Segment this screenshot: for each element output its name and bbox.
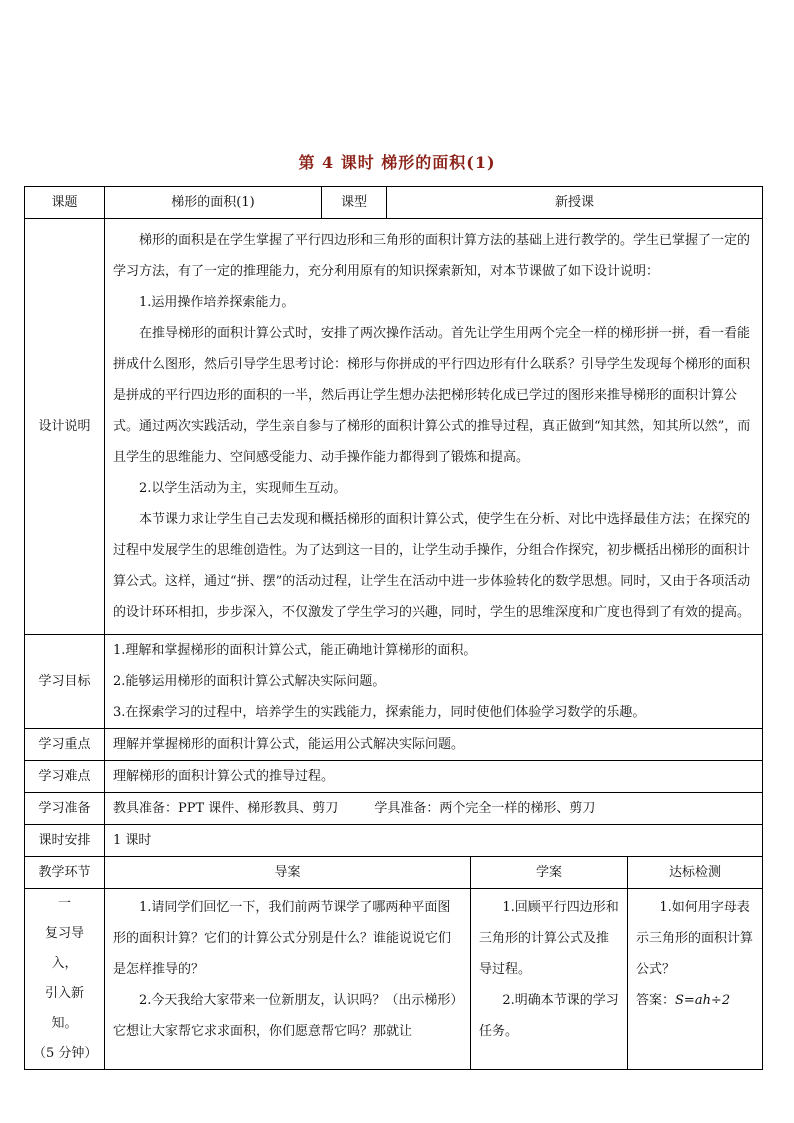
study-item-2: 2.明确本节课的学习任务。 (479, 993, 619, 1039)
key-value: 理解并掌握梯形的面积计算公式，能运用公式解决实际问题。 (105, 729, 763, 761)
check-item-1: 1.如何用字母表示三角形的面积计算公式？ (636, 900, 754, 977)
prep-label: 学习准备 (25, 793, 105, 825)
stage1-time: （5 分钟） (33, 1046, 98, 1061)
topic-value: 梯形的面积(1) (105, 187, 322, 219)
stage1-check (628, 889, 763, 1070)
topic-row (25, 187, 763, 219)
difficulty-row (25, 761, 763, 793)
difficulty-label: 学习难点 (25, 761, 105, 793)
schedule-label: 课时安排 (25, 825, 105, 857)
stage1-title-line2: 引入新知。 (44, 986, 84, 1031)
difficulty-value: 理解梯形的面积计算公式的推导过程。 (105, 761, 763, 793)
check-header: 达标检测 (628, 857, 763, 889)
design-paragraph-2: 在推导梯形的面积计算公式时，安排了两次操作活动。首先让学生用两个完全一样的梯形拼一拼，看一看能拼成什么图形，然后引导学生思考讨论：梯形与你拼成的平行四边形有什么联系？引导学生发现每个梯形的面积是拼成的平行四边形的面积的一半，然后再让学生想办法把梯形转化成已学过的图形来推导梯形的面积计算公式。通过两次实践活动，学生亲自参与了梯形的面积计算公式的推导过程，真正做到“知其然，知其所以然”，而且学生的思维能力、空间感受能力、动手操作能力都得到了锻炼和提高。 (113, 326, 751, 465)
design-paragraph-3: 本节课力求让学生自己去发现和概括梯形的面积计算公式，使学生在分析、对比中选择最佳方法；在探究的过程中发展学生的思维创造性。为了达到这一目的，让学生动手操作，分组合作探究，初步概括出梯形的面积计算公式。这样，通过“拼、摆”的活动过程，让学生在活动中进一步体验转化的数学思想。同时，又由于各项活动的设计环环相扣，步步深入，不仅激发了学生学习的兴趣，同时，学生的思维深度和广度也得到了有效的提高。 (113, 512, 751, 620)
design-paragraph-1: 梯形的面积是在学生掌握了平行四边形和三角形的面积计算方法的基础上进行教学的。学生已掌握了一定的学习方法，有了一定的推理能力，充分利用原有的知识探索新知，对本节课做了如下设计说明： (113, 233, 751, 279)
answer-formula: S=ah÷2 (675, 993, 731, 1008)
prep-content (105, 793, 763, 825)
type-label: 课型 (322, 187, 387, 219)
schedule-row (25, 825, 763, 857)
stage1-title-line1: 复习导入， (44, 926, 84, 971)
study-header: 学案 (471, 857, 628, 889)
type-value: 新授课 (387, 187, 763, 219)
answer-label: 答案： (636, 993, 676, 1008)
goals-row (25, 635, 763, 729)
key-label: 学习重点 (25, 729, 105, 761)
stage1-guide (105, 889, 471, 1070)
design-content (105, 219, 763, 635)
stage1-number: 一 (57, 896, 71, 911)
study-item-1: 1.回顾平行四边形和三角形的计算公式及推导过程。 (479, 900, 619, 977)
teacher-prep: 教具准备：PPT 课件、梯形教具、剪刀 (113, 801, 339, 816)
prep-row (25, 793, 763, 825)
goals-content (105, 635, 763, 729)
schedule-value: 1 课时 (105, 825, 763, 857)
guide-header: 导案 (105, 857, 471, 889)
stage-header: 教学环节 (25, 857, 105, 889)
stage1-row (25, 889, 763, 1070)
design-heading-1: 1.运用操作培养探索能力。 (139, 295, 295, 310)
check-answer (636, 985, 754, 1016)
goal-item: 2.能够运用梯形的面积计算公式解决实际问题。 (113, 674, 386, 689)
design-row (25, 219, 763, 635)
goals-label: 学习目标 (25, 635, 105, 729)
goal-item: 1.理解和掌握梯形的面积计算公式，能正确地计算梯形的面积。 (113, 643, 477, 658)
guide-item-1: 1.请同学们回忆一下，我们前两节课学了哪两种平面图形的面积计算？它们的计算公式分别是什么？谁能说说它们是怎样推导的？ (113, 900, 452, 977)
design-label: 设计说明 (25, 219, 105, 635)
section-header-row (25, 857, 763, 889)
guide-item-2: 2.今天我给大家带来一位新朋友，认识吗？（出示梯形）它想让大家帮它求求面积，你们愿意帮它吗？那就让 (113, 993, 457, 1039)
goal-item: 3.在探索学习的过程中，培养学生的实践能力，探索能力，同时使他们体验学习数学的乐趣。 (113, 705, 646, 720)
student-prep: 学具准备：两个完全一样的梯形、剪刀 (374, 801, 596, 816)
key-row (25, 729, 763, 761)
design-heading-2: 2.以学生活动为主，实现师生互动。 (139, 481, 347, 496)
stage1-name (25, 889, 105, 1070)
stage1-study (471, 889, 628, 1070)
lesson-plan-table (24, 186, 763, 1070)
page-title: 第 4 课时 梯形的面积(1) (298, 153, 496, 172)
topic-label: 课题 (25, 187, 105, 219)
